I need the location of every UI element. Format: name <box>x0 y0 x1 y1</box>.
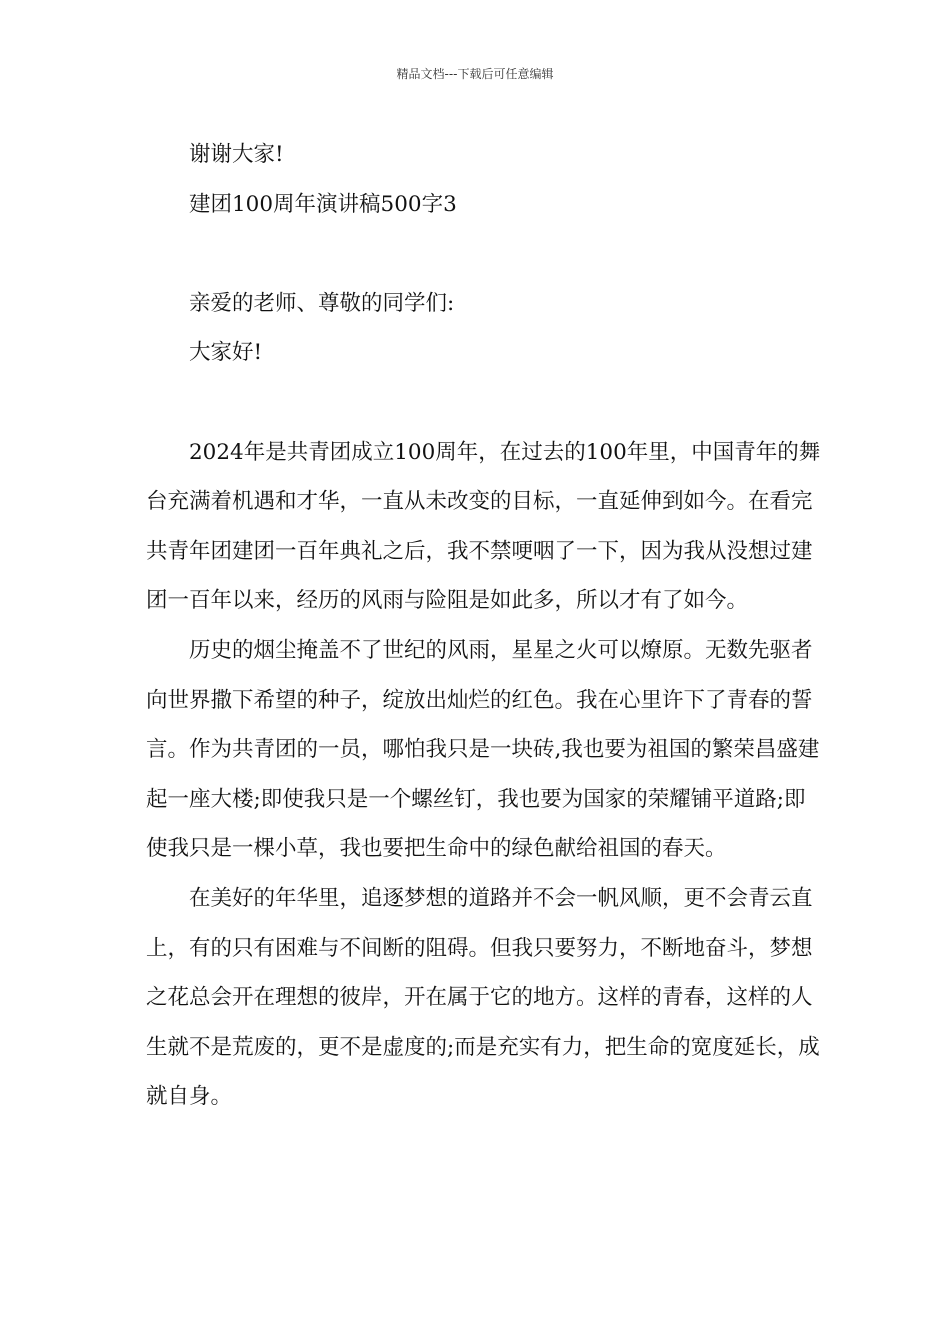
paragraph-2: 历史的烟尘掩盖不了世纪的风雨，星星之火可以燎原。无数先驱者向世界撒下希望的种子，绽放出灿烂的红色。我在心里许下了青春的誓言。作为共青团的一员，哪怕我只是一块砖,我也要为祖国的繁荣昌盛建起一座大楼;即使我只是一个螺丝钉，我也要为国家的荣耀铺平道路;即使我只是一棵小草，我也要把生命中的绿色献给祖国的春天。 <box>146 637 820 862</box>
thanks-line: 谢谢大家! <box>189 142 284 167</box>
document-body <box>146 130 822 1122</box>
greeting: 大家好! <box>189 340 263 366</box>
spacer <box>146 229 822 279</box>
salutation: 亲爱的老师、尊敬的同学们: <box>189 290 455 316</box>
page-header: 精品文档---下载后可任意编辑 <box>396 67 554 81</box>
document-title: 建团100周年演讲稿500字3 <box>189 191 457 217</box>
spacer <box>146 378 822 428</box>
paragraph-3: 在美好的年华里，追逐梦想的道路并不会一帆风顺，更不会青云直上，有的只有困难与不间断的阻碍。但我只要努力，不断地奋斗，梦想之花总会开在理想的彼岸，开在属于它的地方。这样的青春，这样的人生就不是荒废的，更不是虚度的;而是充实有力，把生命的宽度延长，成就自身。 <box>146 885 820 1110</box>
paragraph-1: 2024年是共青团成立100周年，在过去的100年里，中国青年的舞台充满着机遇和才华，一直从未改变的目标，一直延伸到如今。在看完共青年团建团一百年典礼之后，我不禁哽咽了一下，因为我从没想过建团一百年以来，经历的风雨与险阻是如此多，所以才有了如今。 <box>146 439 821 614</box>
